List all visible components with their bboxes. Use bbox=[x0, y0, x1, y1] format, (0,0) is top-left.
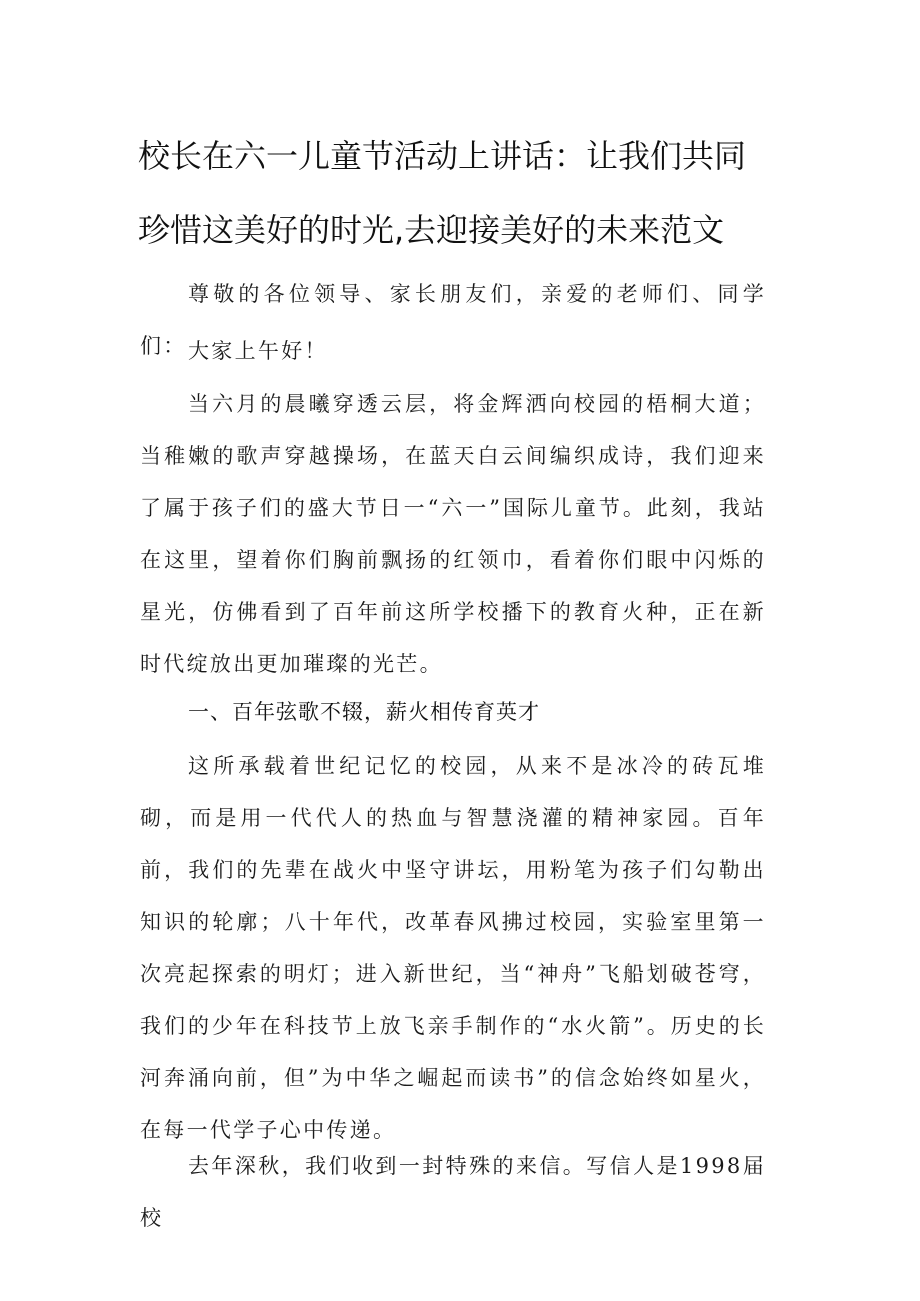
section-heading-1: 一、百年弦歌不辍，薪火相传育英才 bbox=[188, 700, 540, 724]
document-title-line-2: 珍惜这美好的时光,去迎接美好的未来范文 bbox=[138, 211, 725, 249]
paragraph-history: 这所承载着世纪记忆的校园，从来不是冰冷的砖瓦堆砌，而是用一代代人的热血与智慧浇灌的精神家园。百年前，我们的先辈在战火中坚守讲坛，用粉笔为孩子们勾勒出知识的轮廓；八十年代，改革春风拂过校园，实验室里第一次亮起探索的明灯；进入新世纪，当“神舟”飞船划破苍穹，我们的少年在科技节上放飞亲手制作的“水火箭”。历史的长河奔涌向前，但”为中华之崛起而读书”的信念始终如星火，在每一代学子心中传递。 bbox=[140, 754, 766, 1142]
salutation: 尊敬的各位领导、家长朋友们，亲爱的老师们、同学们： bbox=[140, 282, 766, 358]
paragraph-letter: 去年深秋，我们收到一封特殊的来信。写信人是1998届校 bbox=[140, 1154, 766, 1230]
paragraph-intro: 当六月的晨曦穿透云层，将金辉洒向校园的梧桐大道；当稚嫩的歌声穿越操场，在蓝天白云间编织成诗，我们迎来了属于孩子们的盛大节日一“六一”国际儿童节。此刻，我站在这里，望着你们胸前飘扬的红领巾，看着你们眼中闪烁的星光，仿佛看到了百年前这所学校播下的教育火种，正在新时代绽放出更加璀璨的光芒。 bbox=[140, 392, 766, 676]
document-title-line-1: 校长在六一儿童节活动上讲话：让我们共同 bbox=[138, 137, 747, 175]
greeting: 大家上午好！ bbox=[188, 339, 328, 363]
